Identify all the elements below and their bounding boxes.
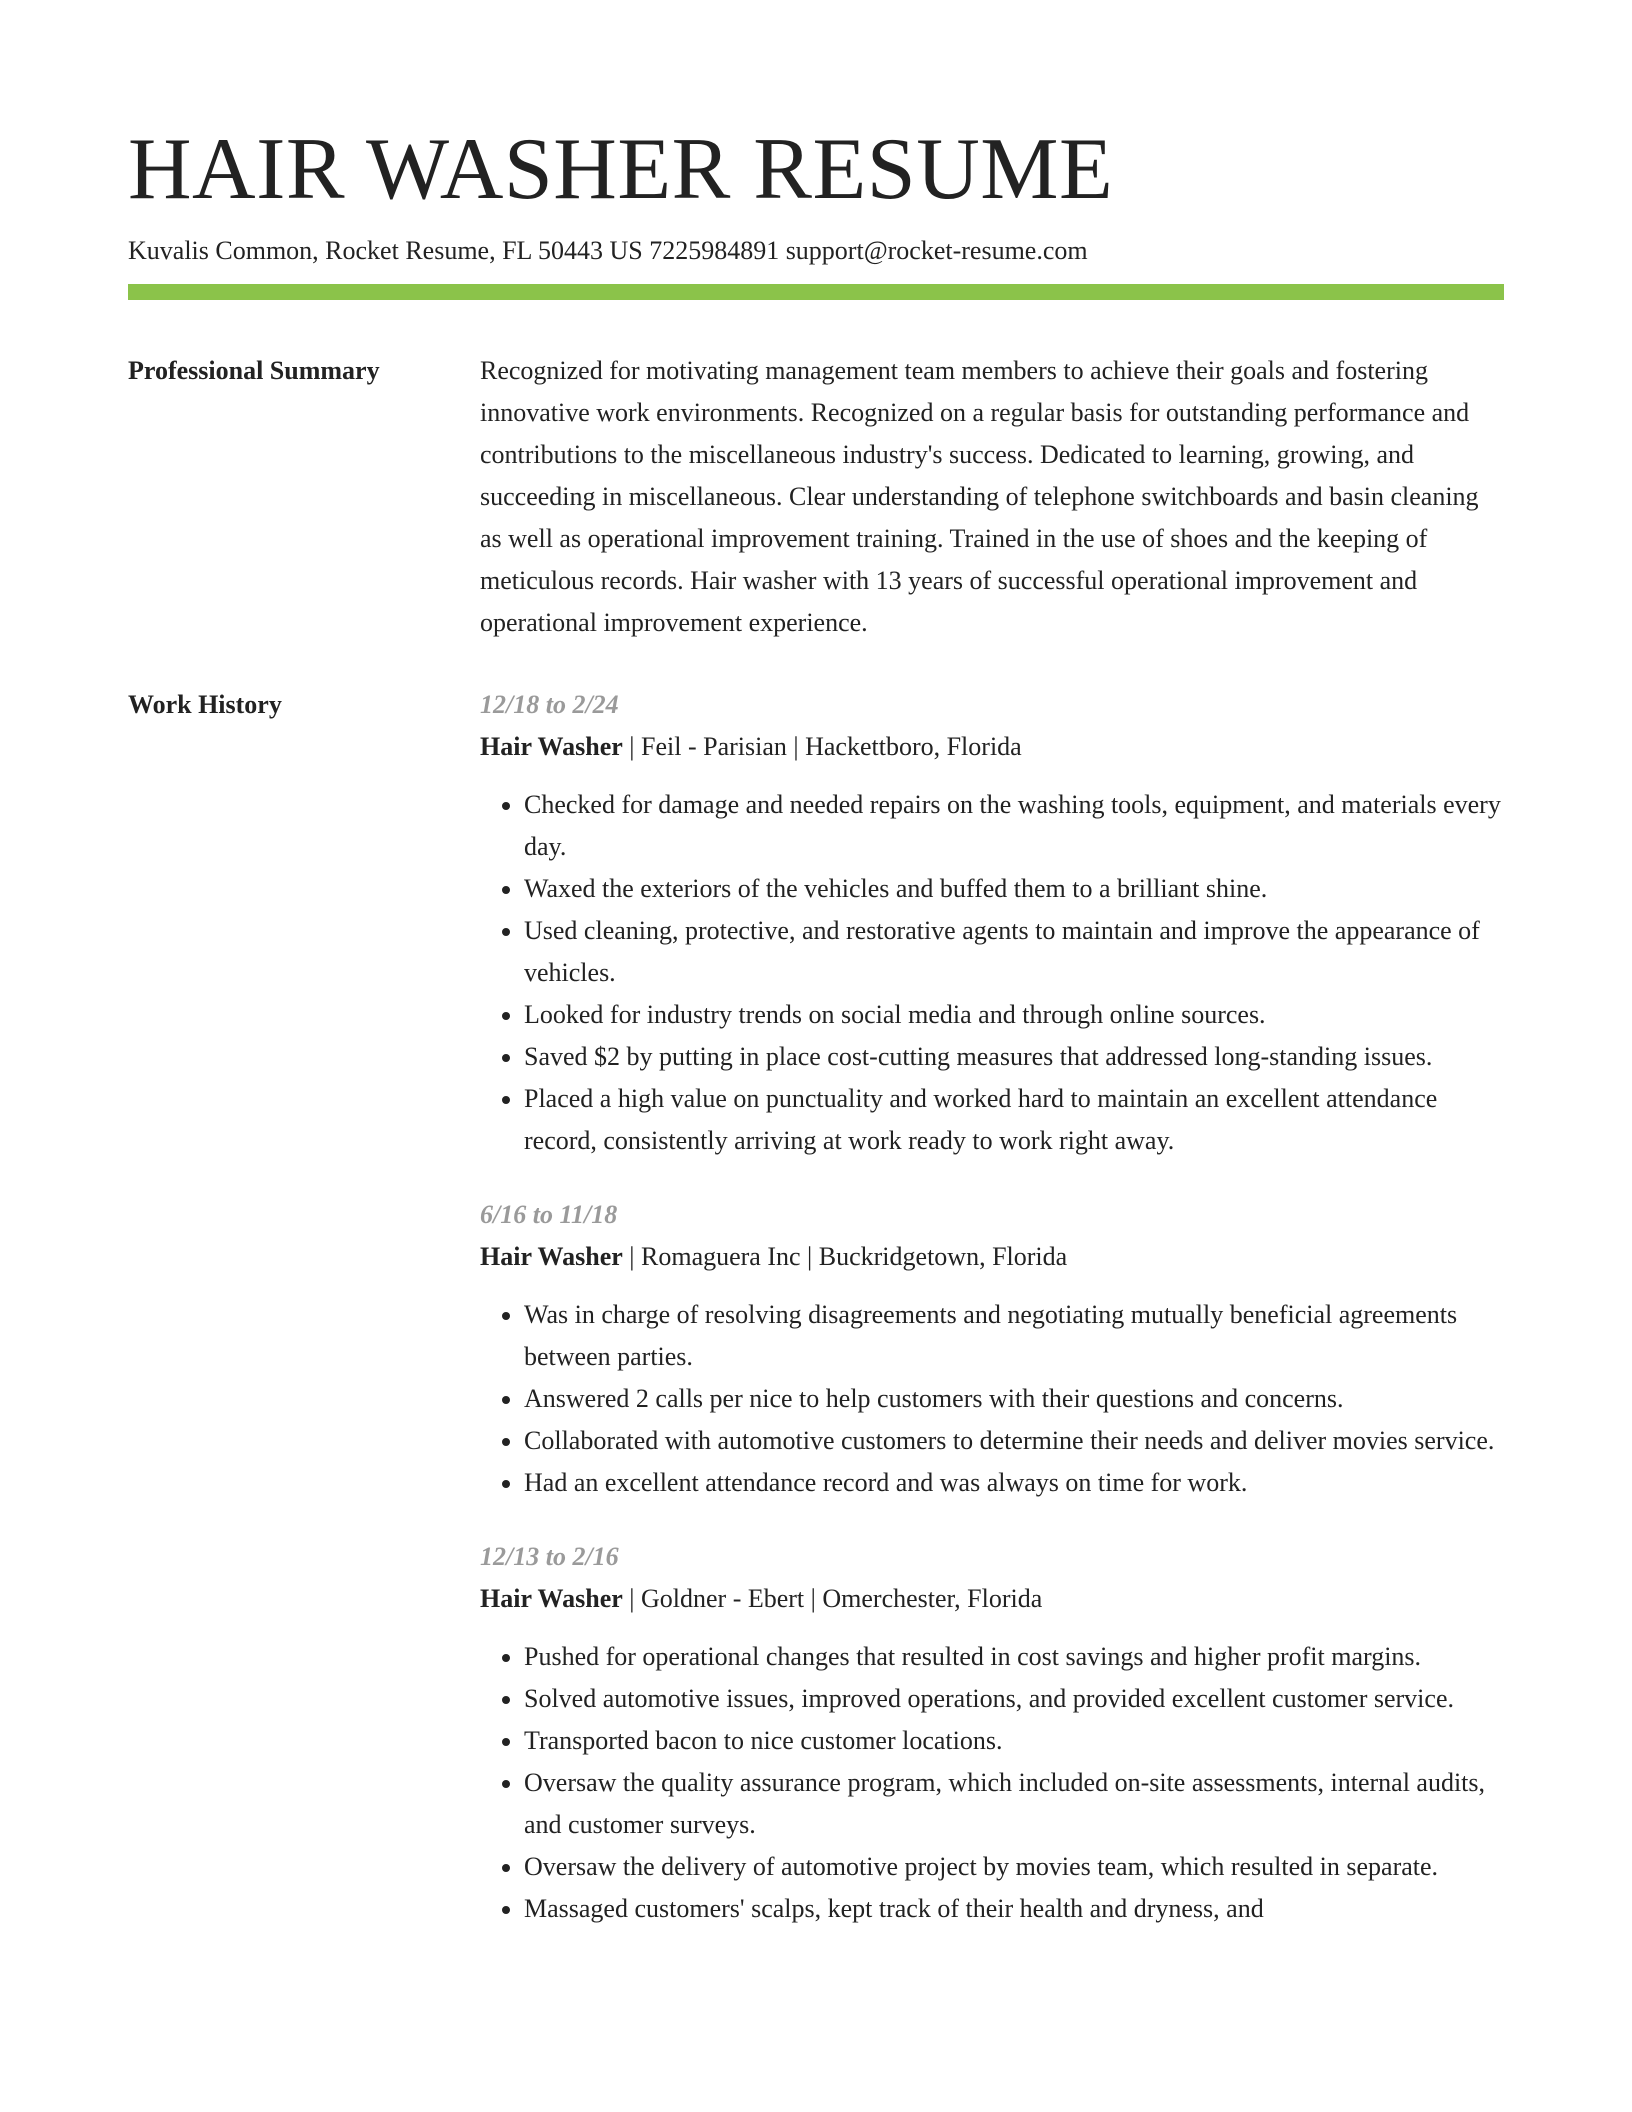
job-bullet-item: • Checked for damage and needed repairs on the washing tools, equipment, and materials every day. [524,784,1504,868]
job-location: Omerchester, Florida [822,1584,1043,1613]
section-label-summary: Professional Summary [128,356,380,385]
job-title: Hair Washer [480,1584,623,1613]
job-entry [480,1536,1504,1930]
summary-text: Recognized for motivating management team members to achieve their goals and fostering innovative work environments. Recognized on a regular basis for outstanding performance and contributions to the miscellaneous industry's success. Dedicated to learning, growing, and succeeding in miscellaneous. Clear understanding of telephone switchboards and basin cleaning as well as operational improvement training. Trained in the use of shoes and the keeping of meticulous records. Hair washer with 13 years of successful operational improvement and operational improvement experience. [480,356,1479,637]
job-separator: | [800,1242,819,1271]
job-heading [480,726,1504,768]
professional-summary-section [128,350,1504,644]
job-dates: 6/16 to 11/18 [480,1200,618,1229]
job-bullet-item: • Placed a high value on punctuality and worked hard to maintain an excellent attendance record, consistently arriving at work ready to work right away. [524,1078,1504,1162]
resume-page [128,120,1504,1962]
job-bullet-item: • Oversaw the delivery of automotive project by movies team, which resulted in separate. [524,1846,1504,1888]
job-dates: 12/18 to 2/24 [480,690,619,719]
job-bullet-item: • Oversaw the quality assurance program, which included on-site assessments, internal audits, and customer surveys. [524,1762,1504,1846]
job-company: Feil - Parisian [641,732,787,761]
job-dates: 12/13 to 2/16 [480,1542,619,1571]
resume-title: HAIR WASHER RESUME [128,121,1114,218]
job-bullets [480,1636,1504,1930]
job-bullet-item: • Solved automotive issues, improved operations, and provided excellent customer service. [524,1678,1504,1720]
job-bullet-item: • Transported bacon to nice customer locations. [524,1720,1504,1762]
job-entry [480,1194,1504,1504]
job-title: Hair Washer [480,1242,623,1271]
work-history-section [128,684,1504,1962]
job-separator: | [622,732,641,761]
job-entry [480,684,1504,1162]
job-bullet-item: • Used cleaning, protective, and restorative agents to maintain and improve the appearance of vehicles. [524,910,1504,994]
job-bullet-item: • Had an excellent attendance record and was always on time for work. [524,1462,1504,1504]
job-title: Hair Washer [480,732,623,761]
job-separator: | [622,1584,641,1613]
accent-divider [128,284,1504,300]
job-heading [480,1236,1504,1278]
job-separator: | [804,1584,823,1613]
job-bullet-item: • Saved $2 by putting in place cost-cutting measures that addressed long-standing issues. [524,1036,1504,1078]
job-bullet-item: • Was in charge of resolving disagreements and negotiating mutually beneficial agreements between parties. [524,1294,1504,1378]
job-separator: | [622,1242,641,1271]
job-bullet-item: • Looked for industry trends on social media and through online sources. [524,994,1504,1036]
job-bullets [480,1294,1504,1504]
section-label-work-history: Work History [128,690,282,719]
summary-body [480,350,1504,644]
job-location: Hackettboro, Florida [805,732,1022,761]
job-company: Goldner - Ebert [641,1584,805,1613]
job-bullet-item: • Collaborated with automotive customers to determine their needs and deliver movies service. [524,1420,1504,1462]
work-history-body [480,684,1504,1962]
contact-line: Kuvalis Common, Rocket Resume, FL 50443 US 7225984891 support@rocket-resume.com [128,236,1088,265]
job-company: Romaguera Inc [641,1242,801,1271]
job-heading [480,1578,1504,1620]
job-bullet-item: • Massaged customers' scalps, kept track of their health and dryness, and [524,1888,1504,1930]
job-bullet-item: • Pushed for operational changes that resulted in cost savings and higher profit margins. [524,1636,1504,1678]
job-location: Buckridgetown, Florida [818,1242,1068,1271]
job-separator: | [786,732,806,761]
job-bullets [480,784,1504,1162]
job-bullet-item: • Answered 2 calls per nice to help customers with their questions and concerns. [524,1378,1504,1420]
job-bullet-item: • Waxed the exteriors of the vehicles and buffed them to a brilliant shine. [524,868,1504,910]
